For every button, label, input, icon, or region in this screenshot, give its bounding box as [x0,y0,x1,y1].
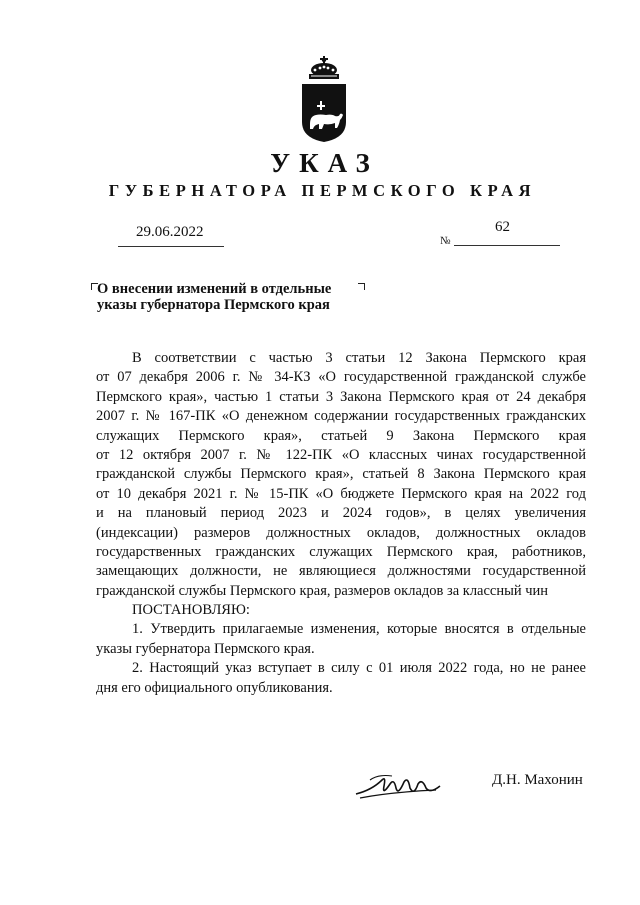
body-line: гражданской службы Пермского края», статьей 8 Закона Пермского края [96,466,586,483]
body-line: 1. Утвердить прилагаемые изменения, которые вносятся в отдельные [132,621,586,638]
subject-line: указы губернатора Пермского края [97,297,330,313]
subject-line: О внесении изменений в отдельные [97,281,332,297]
body-line: от 10 декабря 2021 г. № 15-ПК «О бюджете Пермского края на 2022 год [96,485,586,502]
number-sign: № [440,235,451,247]
body-line: 2. Настоящий указ вступает в силу с 01 июля 2022 года, но не ранее [132,660,586,677]
document-subtitle: ГУБЕРНАТОРА ПЕРМСКОГО КРАЯ [108,181,537,200]
body-line: Пермского края», частью 1 статьи 3 Закона Пермского края от 24 декабря [96,388,586,405]
decree-keyword: ПОСТАНОВЛЯЮ: [132,602,250,619]
body-line: дня его официального опубликования. [96,679,333,696]
body-line: гражданской службы Пермского края, размеров окладов за классный чин [96,582,549,599]
body-line: указы губернатора Пермского края. [96,640,315,657]
body-line: государственных гражданских служащих Пермского края, работников, [96,543,586,560]
body-line: от 12 октября 2007 г. № 122-ПК «О классных чинах государственной [96,446,586,463]
document-number: 62 [495,219,510,235]
body-line: служащих Пермского края», статьей 9 Закона Пермского края [96,427,586,444]
date-underline [118,246,224,247]
coat-of-arms-icon [296,54,352,144]
subject-bracket-right [358,283,365,290]
signer-name: Д.Н. Махонин [492,772,583,788]
body-line: от 07 декабря 2006 г. № 34-КЗ «О государственной гражданской службе [96,369,586,386]
document-title: УКАЗ [270,148,379,178]
body-line: 2007 г. № 167-ПК «О денежном содержании государственных гражданских [96,408,586,425]
document-body [96,349,586,698]
body-line: замещающих должности, не являющиеся должностями государственной [96,563,586,580]
signature-mark [352,768,444,804]
body-line: В соответствии с частью 3 статьи 12 Закона Пермского края [132,350,586,366]
body-line: (индексации) размеров должностных окладов, должностных окладов [96,524,586,541]
document-subject [97,281,357,313]
document-date: 29.06.2022 [136,224,204,240]
number-underline [454,245,560,246]
body-line: и на плановый период 2023 и 2024 годов», в целях увеличения [96,505,586,522]
